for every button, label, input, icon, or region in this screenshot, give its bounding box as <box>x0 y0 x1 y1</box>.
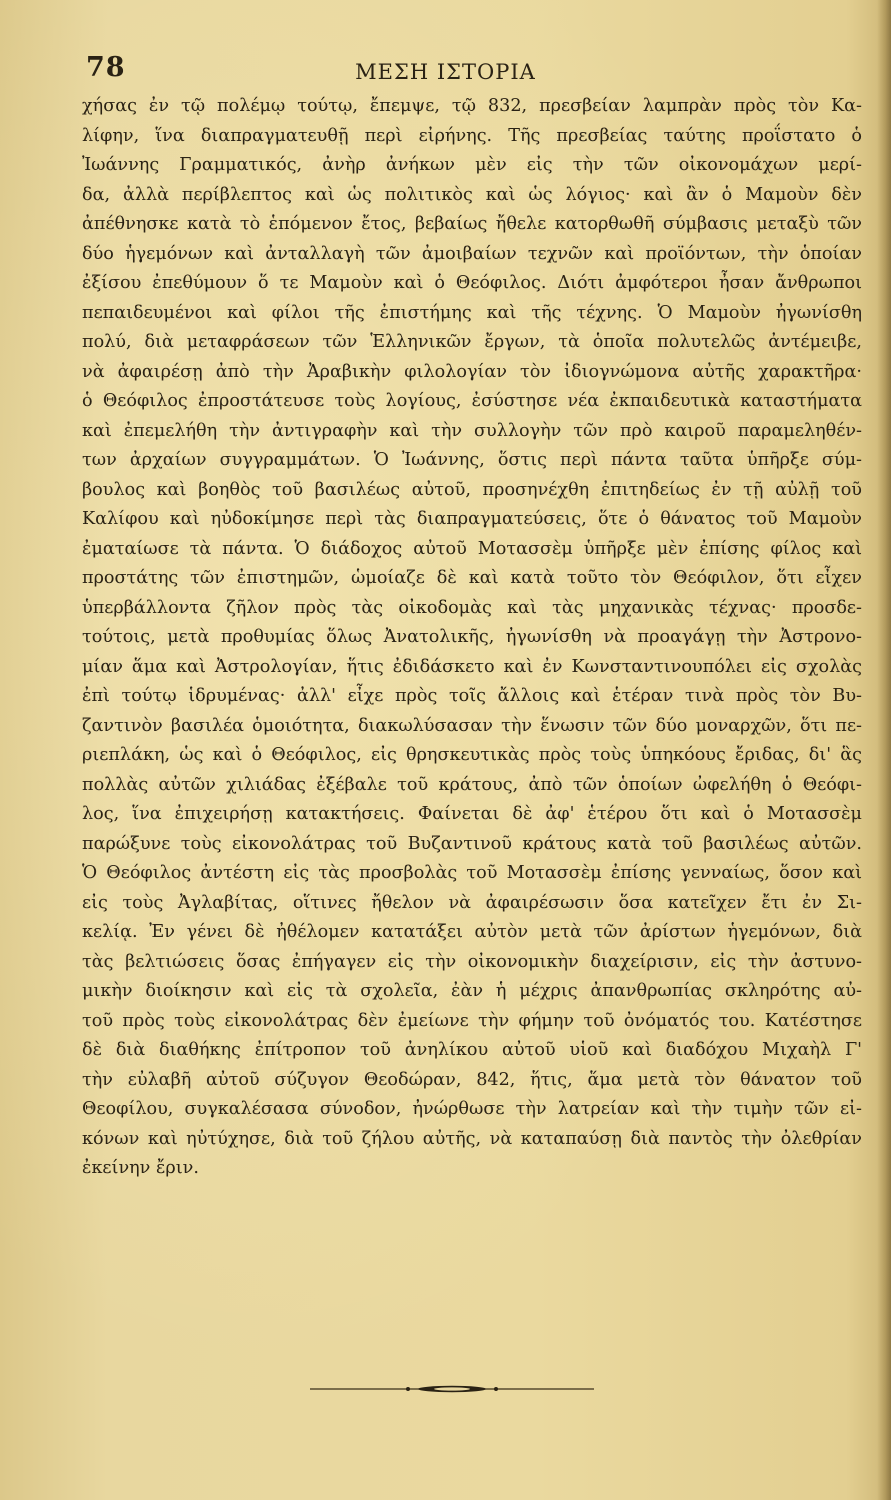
text-line: παρώξυνε τοὺς εἰκονολάτρας τοῦ Βυζαντινοῦ κράτους κατὰ τοῦ βασιλέως αὐτῶν. <box>82 833 862 854</box>
text-line: πολύ, διὰ μεταφράσεων τῶν Ἑλληνικῶν ἔργων, τὰ ὁποῖα πολυτελῶς ἀντέμειβε, <box>82 332 862 352</box>
text-line: ζαντινὸν βασιλέα ὁμοιότητα, διακωλύσασαν τὴν ἕνωσιν τῶν δύο μοναρχῶν, ὅτι πε- <box>82 715 862 736</box>
text-line: των ἀρχαίων συγγραμμάτων. Ὁ Ἰωάννης, ὅστις περὶ πάντα ταῦτα ὑπῆρξε σύμ- <box>82 450 862 470</box>
text-line: καὶ ἐπεμελήθη τὴν ἀντιγραφὴν καὶ τὴν συλλογὴν τῶν πρὸ καιροῦ παραμεληθέν- <box>82 420 862 441</box>
text-line: ὁ Θεόφιλος ἐπροστάτευσε τοὺς λογίους, ἐσύστησε νέα ἐκπαιδευτικὰ καταστήματα <box>82 391 862 411</box>
page-number: 78 <box>86 52 126 83</box>
text-line: βουλος καὶ βοηθὸς τοῦ βασιλέως αὐτοῦ, προσηνέχθη ἐπιτηδείως ἐν τῇ αὐλῇ τοῦ <box>82 479 862 500</box>
text-line: πεπαιδευμένοι καὶ φίλοι τῆς ἐπιστήμης καὶ τῆς τέχνης. Ὁ Μαμοὺν ἠγωνίσθη <box>82 302 862 323</box>
text-line: τοῦ πρὸς τοὺς εἰκονολάτρας δὲν ἐμείωνε τὴν φήμην τοῦ ὀνόματός του. Κατέστησε <box>82 1010 862 1031</box>
section-end-ornament <box>310 1384 594 1394</box>
text-line: προστάτης τῶν ἐπιστημῶν, ὡμοίαζε δὲ καὶ κατὰ τοῦτο τὸν Θεόφιλον, ὅτι εἶχεν <box>82 568 862 588</box>
text-line: ἐπὶ τούτῳ ἱδρυμένας· ἀλλ' εἶχε πρὸς τοῖς ἄλλοις καὶ ἑτέραν τινὰ πρὸς τὸν Βυ- <box>82 686 862 706</box>
text-line: κόνων καὶ ηὐτύχησε, διὰ τοῦ ζήλου αὐτῆς, νὰ καταπαύσῃ διὰ παντὸς τὴν ὀλεθρίαν <box>82 1128 862 1149</box>
text-line: τὴν εὐλαβῆ αὐτοῦ σύζυγον Θεοδώραν, 842, ἥτις, ἅμα μετὰ τὸν θάνατον τοῦ <box>82 1069 862 1090</box>
running-head: ΜΕΣΗ ΙΣΤΟΡΙΑ <box>355 60 536 84</box>
text-line: ἀπέθνησκε κατὰ τὸ ἑπόμενον ἔτος, βεβαίως ἤθελε κατορθωθῆ σύμβασις μεταξὺ τῶν <box>82 214 862 234</box>
text-line: Ἰωάννης Γραμματικός, ἀνὴρ ἀνήκων μὲν εἰς τὴν τῶν οἰκονομάχων μερί- <box>82 155 862 175</box>
text-line: ἐματαίωσε τὰ πάντα. Ὁ διάδοχος αὐτοῦ Μοτασσὲμ ὑπῆρξε μὲν ἐπίσης φίλος καὶ <box>82 538 862 559</box>
text-line: χήσας ἐν τῷ πολέμῳ τούτῳ, ἔπεμψε, τῷ 832, πρεσβείαν λαμπρὰν πρὸς τὸν Κα- <box>82 96 862 116</box>
body-text <box>82 92 862 1184</box>
text-line: Θεοφίλου, συγκαλέσασα σύνοδον, ἠνώρθωσε τὴν λατρείαν καὶ τὴν τιμὴν τῶν εἰ- <box>82 1099 862 1119</box>
text-line: τὰς βελτιώσεις ὅσας ἐπήγαγεν εἰς τὴν οἰκονομικὴν διαχείρισιν, εἰς τὴν ἀστυνο- <box>82 951 862 972</box>
text-line: πολλὰς αὐτῶν χιλιάδας ἐξέβαλε τοῦ κράτους, ἀπὸ τῶν ὁποίων ὠφελήθη ὁ Θεόφι- <box>82 774 862 795</box>
text-line: δα, ἀλλὰ περίβλεπτος καὶ ὡς πολιτικὸς καὶ ὡς λόγιος· καὶ ἂν ὁ Μαμοὺν δὲν <box>82 184 862 205</box>
text-line: νὰ ἀφαιρέσῃ ἀπὸ τὴν Ἀραβικὴν φιλολογίαν τὸν ἰδιογνώμονα αὐτῆς χαρακτῆρα· <box>82 361 862 382</box>
text-line: λίφην, ἵνα διαπραγματευθῇ περὶ εἰρήνης. Τῆς πρεσβείας ταύτης προΐστατο ὁ <box>82 125 862 146</box>
text-line: τούτοις, μετὰ προθυμίας ὅλως Ἀνατολικῆς, ἠγωνίσθη νὰ προαγάγῃ τὴν Ἀστρονο- <box>82 627 862 647</box>
text-line: μίαν ἅμα καὶ Ἀστρολογίαν, ἥτις ἐδιδάσκετο καὶ ἐν Κωνσταντινουπόλει εἰς σχολὰς <box>82 656 862 677</box>
page-edge-shadow <box>877 0 891 1500</box>
text-line: Ὁ Θεόφιλος ἀντέστη εἰς τὰς προσβολὰς τοῦ Μοτασσὲμ ἐπίσης γενναίως, ὅσον καὶ <box>82 863 862 883</box>
text-line: ριεπλάκη, ὡς καὶ ὁ Θεόφιλος, εἰς θρησκευτικὰς πρὸς τοὺς ὑπηκόους ἔριδας, δι' ἃς <box>82 745 862 765</box>
text-line: εἰς τοὺς Ἀγλαβίτας, οἵτινες ἤθελον νὰ ἀφαιρέσωσιν ὅσα κατεῖχεν ἔτι ἐν Σι- <box>82 892 862 913</box>
text-line: κελίᾳ. Ἐν γένει δὲ ἠθέλομεν κατατάξει αὐτὸν μετὰ τῶν ἀρίστων ἡγεμόνων, διὰ <box>82 922 862 942</box>
text-line: δύο ἡγεμόνων καὶ ἀνταλλαγὴ τῶν ἀμοιβαίων τεχνῶν καὶ προϊόντων, τὴν ὁποίαν <box>82 243 862 264</box>
text-line: ἐκείνην ἔριν. <box>82 1158 199 1178</box>
text-line: ἐξίσου ἐπεθύμουν ὅ τε Μαμοὺν καὶ ὁ Θεόφιλος. Διότι ἀμφότεροι ἦσαν ἄνθρωποι <box>82 273 862 293</box>
text-line: λος, ἵνα ἐπιχειρήσῃ κατακτήσεις. Φαίνεται δὲ ἀφ' ἑτέρου ὅτι καὶ ὁ Μοτασσὲμ <box>82 804 862 824</box>
text-line: δὲ διὰ διαθήκης ἐπίτροπον τοῦ ἀνηλίκου αὐτοῦ υἱοῦ καὶ διαδόχου Μιχαὴλ Γ' <box>82 1040 862 1060</box>
text-line: ὑπερβάλλοντα ζῆλον πρὸς τὰς οἰκοδομὰς καὶ τὰς μηχανικὰς τέχνας· προσδε- <box>82 597 862 618</box>
text-line: Καλίφου καὶ ηὐδοκίμησε περὶ τὰς διαπραγματεύσεις, ὅτε ὁ θάνατος τοῦ Μαμοὺν <box>82 509 862 529</box>
text-line: μικὴν διοίκησιν καὶ εἰς τὰ σχολεῖα, ἐὰν ἡ μέχρις ἀπανθρωπίας σκληρότης αὐ- <box>82 981 862 1001</box>
